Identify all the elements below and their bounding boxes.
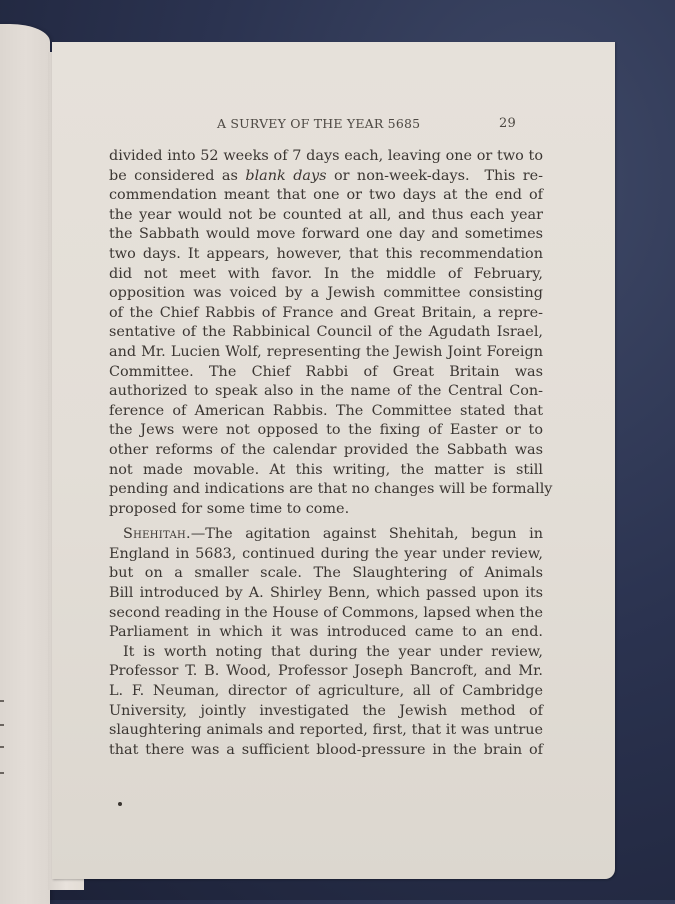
page-number: 29 [499, 116, 516, 131]
text-line: England in 5683, continued during the year under review, [109, 545, 543, 562]
running-header [52, 116, 615, 134]
text-line: that there was a sufficient blood-pressure in the brain of [109, 741, 543, 758]
facing-page-mark [0, 724, 4, 726]
text-line: and Mr. Lucien Wolf, representing the Jewish Joint Foreign [109, 343, 543, 360]
book-page [52, 42, 615, 879]
text-line: the Sabbath would move forward one day and sometimes [109, 226, 543, 243]
text-line: Professor T. B. Wood, Professor Joseph Bancroft, and Mr. [109, 663, 543, 680]
text-line: slaughtering animals and reported, first, that it was untrue [109, 722, 543, 739]
text-line: commendation meant that one or two days at the end of [109, 187, 543, 204]
text-line: other reforms of the calendar provided the Sabbath was [109, 441, 543, 458]
text-line: Bill introduced by A. Shirley Benn, which passed upon its [109, 585, 543, 602]
paragraph-shehitah [109, 525, 543, 643]
running-title: A SURVEY OF THE YEAR 5685 [217, 116, 421, 131]
text-line: L. F. Neuman, director of agriculture, all of Cambridge [109, 683, 543, 700]
section-run-in-heading: Shehitah. [123, 526, 191, 543]
text-line: authorized to speak also in the name of the Central Con- [109, 383, 543, 400]
text-line: second reading in the House of Commons, lapsed when the [109, 604, 543, 621]
page-body [109, 147, 553, 760]
text-line-with-heading [109, 525, 543, 545]
text-line: of the Chief Rabbis of France and Great Britain, a repre- [109, 304, 543, 321]
text-line: Parliament in which it was introduced came to an end. [109, 624, 543, 641]
text-fragment: —The agitation against Shehitah, begun in [190, 526, 543, 543]
text-line: proposed for some time to come. [109, 500, 350, 517]
text-line: University, jointly investigated the Jewish method of [109, 702, 543, 719]
text-line: opposition was voiced by a Jewish committee consisting [109, 285, 543, 302]
text-line: Committee. The Chief Rabbi of Great Britain was [109, 363, 543, 380]
italic-phrase: blank days [245, 167, 327, 184]
facing-page-edge [0, 24, 50, 904]
text-line: the year would not be counted at all, and thus each year [109, 206, 543, 223]
facing-page-mark [0, 746, 4, 748]
facing-page-mark [0, 772, 4, 774]
text-line: the Jews were not opposed to the fixing of Easter or to [109, 422, 543, 439]
text-line: two days. It appears, however, that this recommendation [109, 245, 543, 262]
text-line: not made movable. At this writing, the matter is still [109, 461, 543, 478]
text-line: but on a smaller scale. The Slaughtering of Animals [109, 565, 543, 582]
paragraph-cambridge-study [109, 643, 543, 761]
text-line: sentative of the Rabbinical Council of the Agudath Israel, [109, 324, 543, 341]
text-line-with-italic: be considered as blank days or non-week-days. This re- [109, 167, 544, 184]
text-line: It is worth noting that during the year under review, [123, 643, 543, 660]
text-line: divided into 52 weeks of 7 days each, leaving one or two to [109, 148, 543, 164]
facing-page-mark [0, 700, 4, 702]
text-line: did not meet with favor. In the middle of February, [109, 265, 543, 282]
paper-speck [118, 802, 122, 806]
text-line: pending and indications are that no changes will be formally [109, 481, 553, 498]
paragraph-calendar-reform [109, 147, 553, 519]
text-line: ference of American Rabbis. The Committee stated that [109, 402, 543, 419]
